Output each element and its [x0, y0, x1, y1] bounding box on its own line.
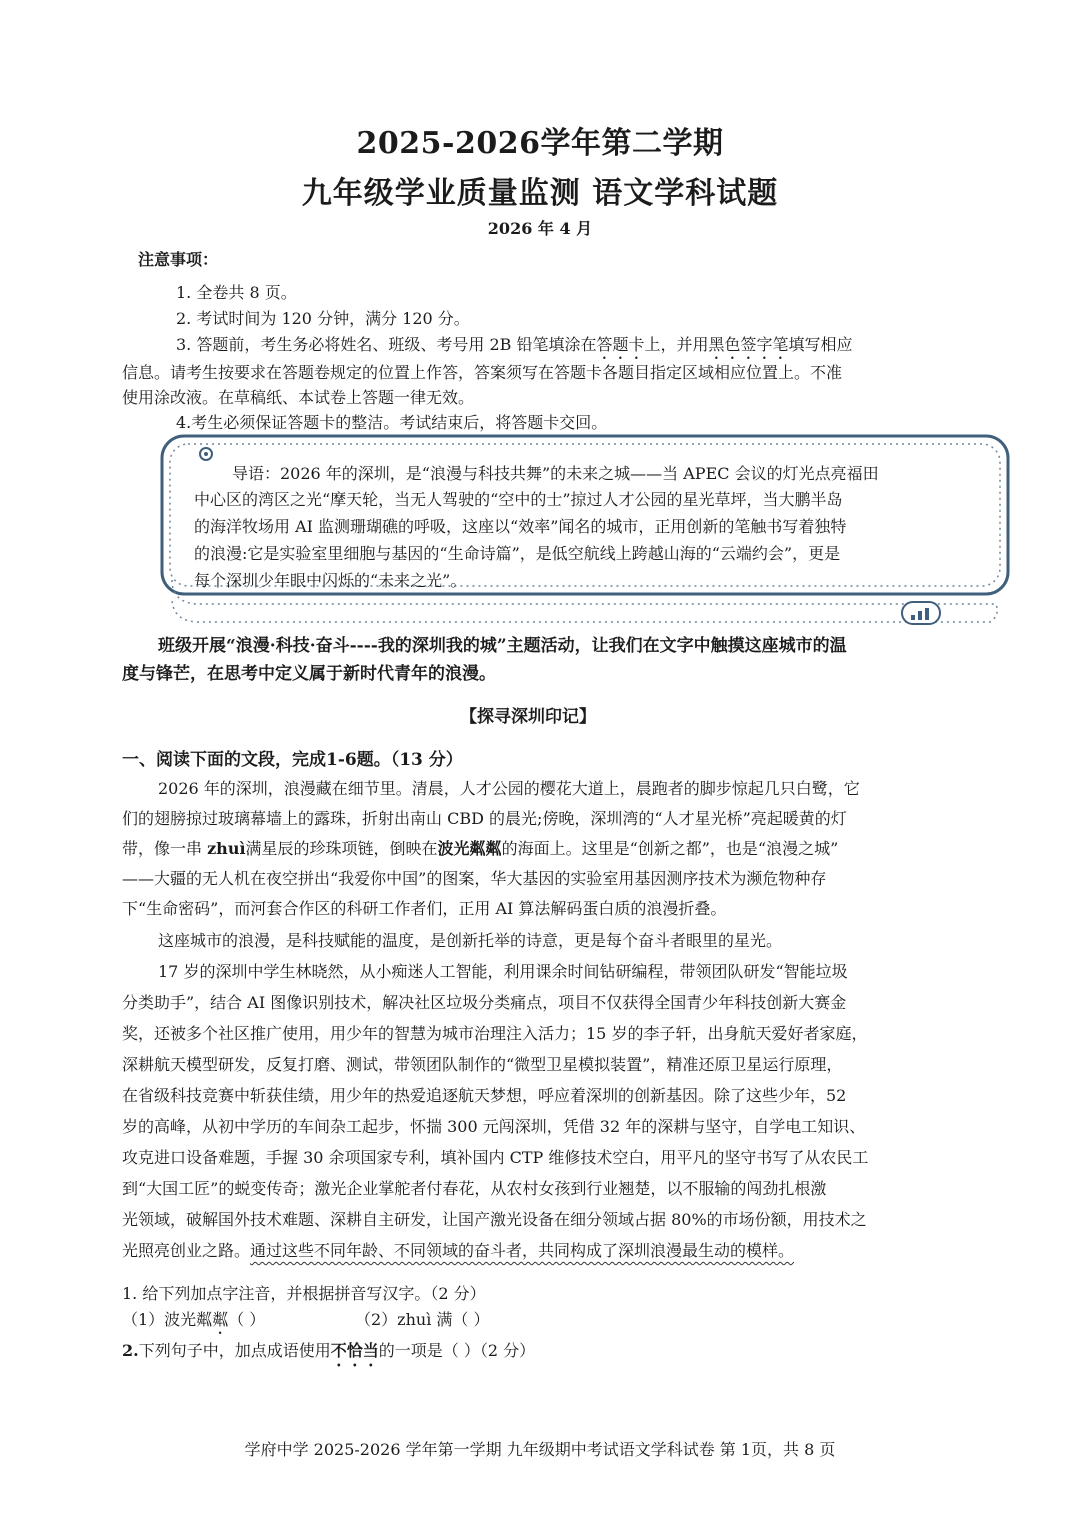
notice-item-3-line3: 使用涂改液。在草稿纸、本试卷上答题一律无效。 — [122, 388, 475, 407]
passage-p3-line9: 光领域，破解国外技术难题、深耕自主研发，让国产激光设备在细分领域占据 80%的市场份额，用技术之 — [122, 1210, 867, 1229]
signal-bars-icon — [902, 602, 940, 624]
passage-p1-line3-c: 的海面上。这里是“创新之都”，也是“浪漫之城” — [501, 839, 839, 858]
passage-p3-line6: 岁的高峰，从初中学历的车间杂工起步，怀揣 300 元闯深圳，凭借 32 年的深耕与坚守，自学电工知识、 — [122, 1117, 866, 1136]
passage-p3-line3: 奖，还被多个社区推广使用，用少年的智慧为城市治理注入活力；15 岁的李子轩，出身航天爱好者家庭， — [122, 1024, 868, 1043]
activity-line-2: 度与锋芒，在思考中定义属于新时代青年的浪漫。 — [122, 664, 496, 684]
intro-line-5: 每个深圳少年眼中闪烁的“未来之光”。 — [194, 571, 467, 590]
q2-stem-b: 的一项是（ ）（2 分） — [378, 1341, 536, 1360]
passage-p3-line1: 17 岁的深圳中学生林晓然，从小痴迷人工智能，利用课余时间钻研编程，带领团队研发“智能垃圾 — [158, 962, 848, 981]
exam-date: 2026 年 4 月 — [487, 219, 593, 238]
activity-line-1: 班级开展“浪漫·科技·奋斗----我的深圳我的城”主题活动，让我们在文字中触摸这座城市的温 — [158, 636, 847, 656]
question-1-option-2[interactable]: （2）zhuì 满（ ） — [355, 1310, 490, 1329]
q1-opt1-dotted-char: 粼 — [212, 1310, 229, 1329]
exam-title-line1: 2025-2026学年第二学期 — [356, 126, 724, 161]
question-1-option-1 — [122, 1307, 265, 1338]
passage-p1-line3-b: 满星辰的珍珠项链，倒映在 — [245, 839, 438, 858]
intro-line-2: 中心区的湾区之光“摩天轮，当无人驾驶的“空中的士”掠过人才公园的星光草坪，当大鹏半岛 — [194, 490, 843, 509]
pinyin-zhui: zhuì — [207, 839, 246, 858]
notice-item-4: 4.考生必须保证答题卡的整洁。考试结束后，将答题卡交回。 — [176, 413, 608, 432]
notice-dotted-black-pen: 黑色签字笔 — [708, 335, 789, 354]
passage-p3-line7: 攻克进口设备难题，手握 30 余项国家专利，填补国内 CTP 维修技术空白，用平凡的坚守书写了从农民工 — [122, 1148, 869, 1167]
passage-p3-line5: 在省级科技竞赛中斩获佳绩，用少年的热爱追逐航天梦想，呼应着深圳的创新基因。除了这些少年，52 — [122, 1086, 847, 1105]
q1-opt1-text: （1）波光粼 — [122, 1310, 213, 1329]
notice-item-3 — [176, 332, 853, 363]
q1-opt1-blank[interactable]: （ ） — [228, 1310, 266, 1329]
question-1-stem: 1. 给下列加点字注音，并根据拼音写汉字。（2 分） — [122, 1284, 486, 1303]
q2-stem-a: 下列句子中，加点成语使用 — [138, 1341, 331, 1360]
page-footer: 学府中学 2025-2026 学年第一学期 九年级期中考试语文学科试卷 第 1页，共 8 页 — [244, 1440, 836, 1459]
notice-item-3-mid: 上，并用 — [644, 335, 709, 354]
passage-p3-line8: 到“大国工匠”的蜕变传奇；激光企业掌舵者付春花，从农村女孩到行业翘楚，以不服输的闯劲扎根激 — [122, 1179, 827, 1198]
notice-heading: 注意事项： — [138, 250, 219, 269]
wavy-underlined-sentence: 通过这些不同年龄、不同领域的奋斗者，共同构成了深圳浪漫最生动的模样。 — [250, 1241, 795, 1260]
passage-p2: 这座城市的浪漫，是科技赋能的温度，是创新托举的诗意，更是每个奋斗者眼里的星光。 — [158, 931, 783, 950]
notice-item-3-suffix: 填写相应 — [788, 335, 853, 354]
passage-p1-line1: 2026 年的深圳，浪漫藏在细节里。清晨，人才公园的樱花大道上，晨跑者的脚步惊起几只白鹭，它 — [158, 779, 860, 798]
notice-item-3-prefix: 3. 答题前，考生务必将姓名、班级、考号用 2B 铅笔填涂在 — [176, 335, 597, 354]
section-title: 【探寻深圳印记】 — [460, 707, 596, 727]
intro-line-3: 的海洋牧场用 AI 监测珊瑚礁的呼吸，这座以“效率”闻名的城市，正用创新的笔触书写着独特 — [194, 517, 847, 536]
passage-p1-line3-a: 带，像一串 — [122, 839, 208, 858]
exam-title-line2: 九年级学业质量监测 语文学科试题 — [301, 176, 779, 211]
passage-p3-line10 — [122, 1238, 794, 1261]
passage-p3-line4: 深耕航天模型研发，反复打磨、测试，带领团队制作的“微型卫星模拟装置”，精准还原卫星运行原理， — [122, 1055, 843, 1074]
passage-p1-line2: 们的翅膀掠过玻璃幕墙上的露珠，折射出南山 CBD 的晨光;傍晚，深圳湾的“人才星光桥”亮起暖黄的灯 — [122, 809, 847, 828]
passage-p1-line4: ——大疆的无人机在夜空拼出“我爱你中国”的图案，华大基因的实验室用基因测序技术为濒危物种存 — [122, 869, 827, 888]
intro-line-4: 的浪漫:它是实验室里细胞与基因的“生命诗篇”，是低空航线上跨越山海的“云端约会”，更是 — [194, 544, 841, 563]
notice-item-1: 1. 全卷共 8 页。 — [176, 283, 297, 302]
notice-item-2: 2. 考试时间为 120 分钟，满分 120 分。 — [176, 309, 470, 328]
passage-p1-line5: 下“生命密码”，而河套合作区的科研工作者们，正用 AI 算法解码蛋白质的浪漫折叠。 — [122, 899, 727, 918]
gear-icon — [200, 448, 212, 460]
question-2 — [122, 1338, 535, 1370]
passage-p3-line10-a: 光照亮创业之路。 — [122, 1241, 251, 1260]
passage-p1-line3 — [122, 836, 838, 859]
part1-heading: 一、阅读下面的文段，完成1-6题。（13 分） — [122, 750, 463, 770]
q2-dotted-bu-qia-dang: 不恰当 — [330, 1341, 379, 1360]
notice-item-3-line2: 信息。请考生按要求在答题卷规定的位置上作答，答案须写在答题卡各题目指定区域相应位置上。不准 — [122, 363, 843, 382]
notice-dotted-answer-card: 答题卡 — [596, 335, 645, 354]
intro-line-1: 导语：2026 年的深圳，是“浪漫与科技共舞”的未来之城——当 APEC 会议的灯光点亮福田 — [232, 464, 879, 483]
q2-number: 2. — [122, 1341, 139, 1360]
passage-p3-line2: 分类助手”，结合 AI 图像识别技术，解决社区垃圾分类痛点，项目不仅获得全国青少年科技创新大赛金 — [122, 993, 847, 1012]
bold-phrase-bo-guang-lin-lin: 波光粼粼 — [437, 839, 502, 858]
